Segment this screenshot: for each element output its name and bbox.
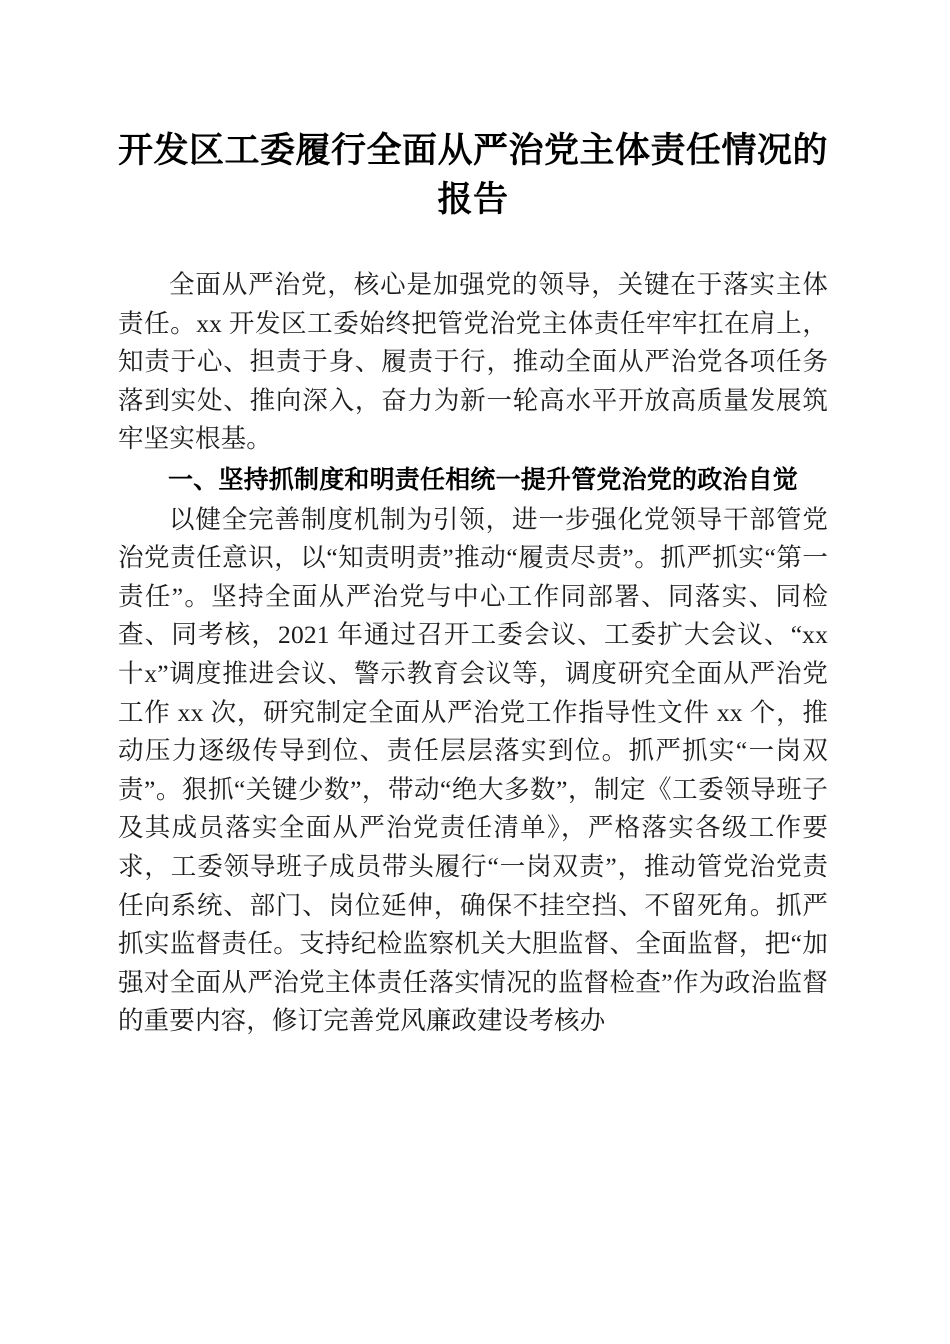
document-content-column (118, 0, 828, 1041)
title-body-spacer (118, 224, 828, 266)
section-heading-1: 一、坚持抓制度和明责任相统一提升管党治党的政治自觉 (168, 465, 799, 494)
intro-paragraph: 全面从严治党，核心是加强党的领导，关键在于落实主体责任。xx 开发区工委始终把管党治党主体责任牢牢扛在肩上，知责于心、担责于身、履责于行，推动全面从严治党各项任务落到实处、推向深入，奋力为新一轮高水平开放高质量发展筑牢坚实根基。 (118, 270, 828, 454)
section-1-paragraph: 以健全完善制度机制为引领，进一步强化党领导干部管党治党责任意识，以“知责明责”推动“履责尽责”。抓严抓实“第一责任”。坚持全面从严治党与中心工作同部署、同落实、同检查、同考核，2021 年通过召开工委会议、工委扩大会议、“xx十x”调度推进会议、警示教育会议等，调度研究全面从严治党工作 xx 次，研究制定全面从严治党工作指导性文件 xx 个，推动压力逐级传导到位、责任层层落实到位。抓严抓实“一岗双责”。狠抓“关键少数”，带动“绝大多数”，制定《工委领导班子及其成员落实全面从严治党责任清单》，严格落实各级工作要求，工委领导班子成员带头履行“一岗双责”，推动管党治党责任向系统、部门、岗位延伸，确保不挂空挡、不留死角。抓严抓实监督责任。支持纪检监察机关大胆监督、全面监督，把“加强对全面从严治党主体责任落实情况的监督检查”作为政治监督的重要内容，修订完善党风廉政建设考核办 (118, 504, 828, 1036)
page-title: 开发区工委履行全面从严治党主体责任情况的报告 (118, 131, 829, 219)
